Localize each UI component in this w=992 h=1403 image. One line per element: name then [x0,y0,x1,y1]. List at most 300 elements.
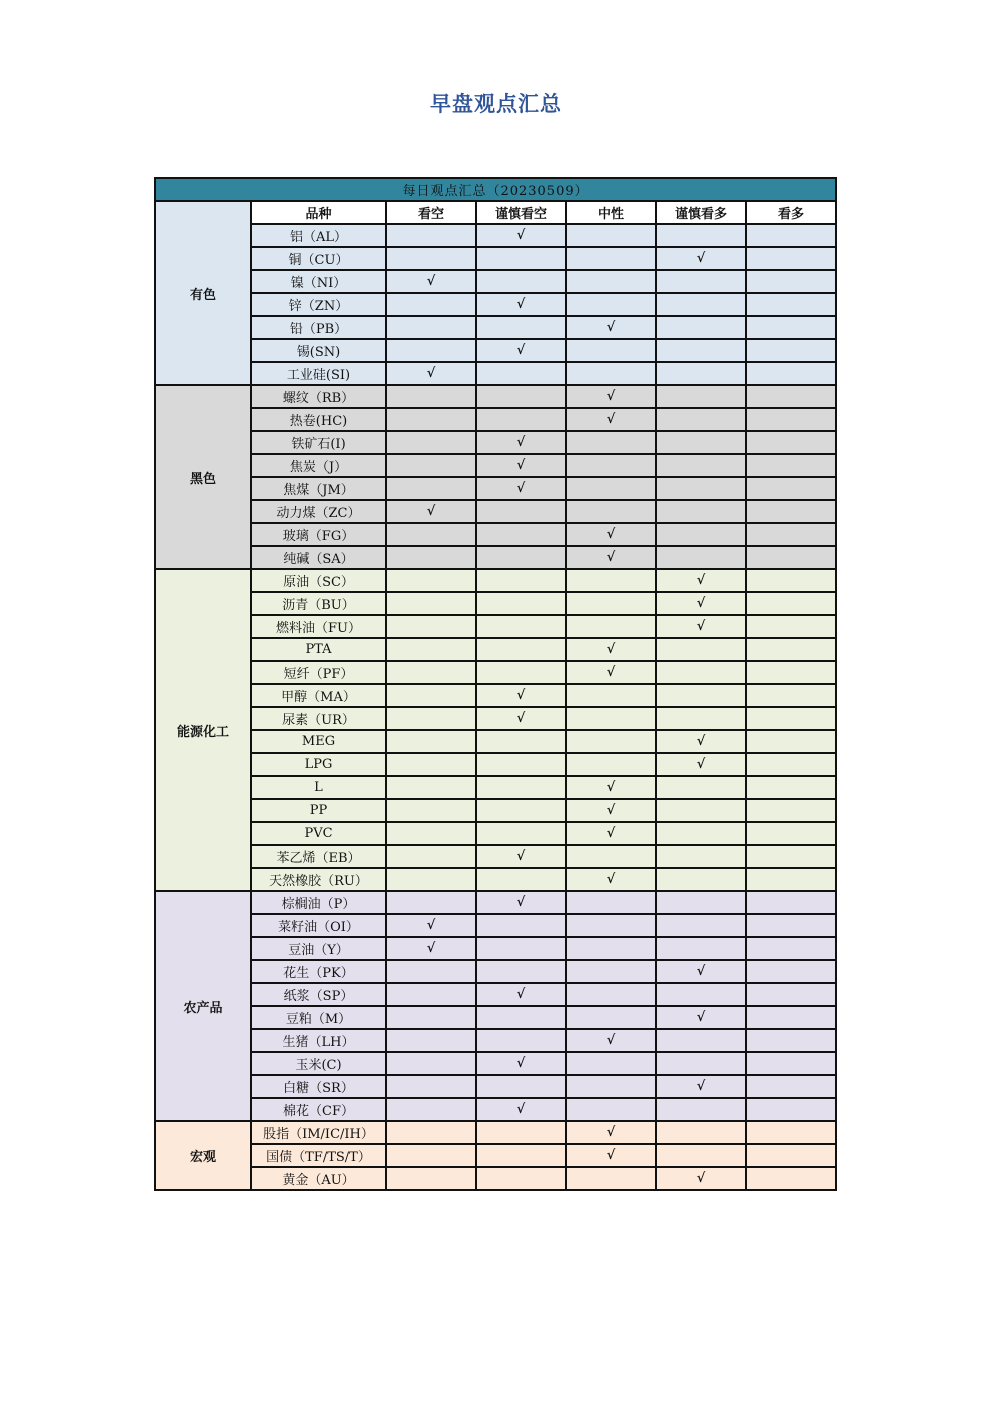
view-cell [746,661,836,684]
check-mark-cell: √ [566,661,656,684]
view-cell [566,914,656,937]
check-mark-cell: √ [656,247,746,270]
table-row [155,960,836,983]
table-row [155,1029,836,1052]
view-cell [386,1029,476,1052]
item-name: 国债（TF/TS/T） [251,1144,386,1167]
check-mark-cell: √ [566,316,656,339]
group-label-nenghua: 能源化工 [155,569,251,891]
table-row [155,385,836,408]
table-row [155,408,836,431]
view-cell [386,1075,476,1098]
view-cell [746,454,836,477]
view-cell [746,707,836,730]
table-row [155,707,836,730]
item-name: 天然橡胶（RU） [251,868,386,891]
check-mark-cell: √ [656,1075,746,1098]
view-cell [566,500,656,523]
table-row [155,845,836,868]
view-cell [566,270,656,293]
item-name: 镍（NI） [251,270,386,293]
view-cell [566,431,656,454]
view-cell [386,707,476,730]
view-cell [386,339,476,362]
view-cell [476,661,566,684]
item-name: 豆油（Y） [251,937,386,960]
check-mark-cell: √ [386,270,476,293]
item-name: 焦炭（J） [251,454,386,477]
check-mark-cell: √ [476,339,566,362]
item-name: MEG [251,730,386,753]
check-mark-cell: √ [476,431,566,454]
view-cell [476,638,566,661]
table-row [155,339,836,362]
banner-row [155,178,836,201]
view-cell [746,1029,836,1052]
item-name: 工业硅(SI) [251,362,386,385]
check-mark-cell: √ [566,385,656,408]
table-row [155,362,836,385]
view-cell [476,960,566,983]
view-cell [386,316,476,339]
column-header: 谨慎看多 [656,201,746,224]
view-cell [386,224,476,247]
column-header: 看多 [746,201,836,224]
view-cell [566,615,656,638]
view-cell [746,569,836,592]
table-row [155,454,836,477]
view-cell [746,1121,836,1144]
table-row [155,799,836,822]
table-row [155,868,836,891]
view-cell [566,707,656,730]
view-cell [566,592,656,615]
item-name: 铝（AL） [251,224,386,247]
view-cell [656,339,746,362]
view-cell [476,569,566,592]
item-name: LPG [251,753,386,776]
item-name: PVC [251,822,386,845]
view-cell [386,1006,476,1029]
view-cell [746,983,836,1006]
view-cell [386,1121,476,1144]
view-cell [656,822,746,845]
view-cell [746,638,836,661]
view-cell [566,477,656,500]
check-mark-cell: √ [656,615,746,638]
view-cell [386,753,476,776]
table-row [155,1121,836,1144]
item-name: 锡(SN) [251,339,386,362]
view-cell [656,983,746,1006]
view-cell [476,937,566,960]
view-cell [656,891,746,914]
view-cell [656,316,746,339]
view-cell [746,316,836,339]
view-cell [566,339,656,362]
view-cell [566,569,656,592]
view-cell [746,362,836,385]
view-cell [566,730,656,753]
view-cell [746,914,836,937]
item-name: 黄金（AU） [251,1167,386,1190]
view-cell [746,270,836,293]
table-row [155,316,836,339]
check-mark-cell: √ [386,937,476,960]
view-cell [746,1052,836,1075]
view-cell [746,247,836,270]
view-cell [746,293,836,316]
item-name: 玉米(C) [251,1052,386,1075]
view-cell [386,477,476,500]
item-name: 锌（ZN） [251,293,386,316]
view-cell [746,891,836,914]
column-header: 品种 [251,201,386,224]
view-cell [746,1167,836,1190]
check-mark-cell: √ [566,776,656,799]
check-mark-cell: √ [656,569,746,592]
check-mark-cell: √ [476,891,566,914]
view-cell [386,776,476,799]
item-name: 短纤（PF） [251,661,386,684]
view-cell [746,615,836,638]
table-row [155,500,836,523]
check-mark-cell: √ [476,1098,566,1121]
view-cell [566,293,656,316]
check-mark-cell: √ [566,408,656,431]
view-cell [476,385,566,408]
view-cell [746,1144,836,1167]
view-cell [656,937,746,960]
view-cell [386,431,476,454]
view-cell [656,1121,746,1144]
table-row [155,293,836,316]
item-name: 菜籽油（OI） [251,914,386,937]
table-row [155,914,836,937]
view-cell [746,960,836,983]
table-row [155,615,836,638]
view-cell [746,1075,836,1098]
table-row [155,776,836,799]
view-cell [386,960,476,983]
view-cell [476,799,566,822]
view-cell [476,914,566,937]
item-name: 棕榈油（P） [251,891,386,914]
view-cell [656,431,746,454]
column-header: 看空 [386,201,476,224]
view-cell [746,385,836,408]
view-cell [656,385,746,408]
view-cell [476,1167,566,1190]
view-cell [476,1121,566,1144]
view-cell [746,431,836,454]
view-cell [566,362,656,385]
table-row [155,638,836,661]
view-cell [746,822,836,845]
view-cell [386,523,476,546]
view-cell [476,1144,566,1167]
view-cell [566,937,656,960]
check-mark-cell: √ [566,1121,656,1144]
view-cell [386,454,476,477]
view-cell [566,224,656,247]
view-cell [656,362,746,385]
table-row [155,661,836,684]
view-cell [386,247,476,270]
table-row [155,730,836,753]
view-cell [656,454,746,477]
view-cell [386,569,476,592]
table-row [155,1167,836,1190]
table-row [155,523,836,546]
view-cell [656,776,746,799]
group-label-nong: 农产品 [155,891,251,1121]
view-cell [386,615,476,638]
table-row [155,1144,836,1167]
item-name: PP [251,799,386,822]
view-cell [746,753,836,776]
view-cell [386,293,476,316]
view-cell [656,293,746,316]
check-mark-cell: √ [386,362,476,385]
item-name: 玻璃（FG） [251,523,386,546]
view-cell [386,1167,476,1190]
item-name: 热卷(HC) [251,408,386,431]
view-cell [386,1052,476,1075]
view-cell [476,592,566,615]
view-cell [476,523,566,546]
view-cell [656,270,746,293]
item-name: 纯碱（SA） [251,546,386,569]
check-mark-cell: √ [386,914,476,937]
view-cell [656,868,746,891]
check-mark-cell: √ [566,822,656,845]
view-cell [386,799,476,822]
view-cell [656,500,746,523]
view-cell [566,247,656,270]
table-row [155,684,836,707]
view-cell [566,454,656,477]
view-cell [746,868,836,891]
check-mark-cell: √ [476,983,566,1006]
item-name: 花生（PK） [251,960,386,983]
item-name: 铁矿石(I) [251,431,386,454]
view-cell [476,730,566,753]
column-header: 中性 [566,201,656,224]
view-cell [386,822,476,845]
view-cell [656,408,746,431]
view-cell [476,362,566,385]
group-label-youse: 有色 [155,201,251,385]
view-cell [566,891,656,914]
group-label-hongguan: 宏观 [155,1121,251,1190]
view-cell [476,1029,566,1052]
view-cell [746,477,836,500]
view-cell [386,592,476,615]
view-cell [746,224,836,247]
view-cell [386,684,476,707]
view-cell [656,707,746,730]
view-cell [656,523,746,546]
table-row [155,891,836,914]
item-name: 铜（CU） [251,247,386,270]
view-cell [656,224,746,247]
table-row [155,431,836,454]
item-name: 棉花（CF） [251,1098,386,1121]
view-cell [746,1006,836,1029]
view-cell [656,1098,746,1121]
table-row [155,1075,836,1098]
check-mark-cell: √ [566,546,656,569]
view-cell [656,914,746,937]
check-mark-cell: √ [656,1167,746,1190]
view-cell [746,408,836,431]
check-mark-cell: √ [476,1052,566,1075]
check-mark-cell: √ [476,707,566,730]
view-cell [476,1006,566,1029]
view-cell [746,730,836,753]
view-cell [746,1098,836,1121]
view-cell [746,546,836,569]
view-cell [566,1052,656,1075]
view-cell [386,868,476,891]
item-name: 股指（IM/IC/IH） [251,1121,386,1144]
view-cell [386,845,476,868]
check-mark-cell: √ [386,500,476,523]
view-cell [476,546,566,569]
column-header: 谨慎看空 [476,201,566,224]
daily-view-summary-table [154,177,837,1191]
table-banner: 每日观点汇总（20230509） [155,178,836,201]
item-name: 苯乙烯（EB） [251,845,386,868]
view-cell [656,845,746,868]
view-cell [476,408,566,431]
item-name: 纸浆（SP） [251,983,386,1006]
check-mark-cell: √ [656,753,746,776]
header-row [155,201,836,224]
check-mark-cell: √ [566,799,656,822]
check-mark-cell: √ [476,684,566,707]
item-name: 生猪（LH） [251,1029,386,1052]
view-cell [746,845,836,868]
item-name: 原油（SC） [251,569,386,592]
view-cell [476,500,566,523]
check-mark-cell: √ [566,523,656,546]
table-row [155,1052,836,1075]
item-name: 沥青（BU） [251,592,386,615]
view-cell [386,385,476,408]
view-cell [386,408,476,431]
view-cell [566,753,656,776]
view-cell [476,270,566,293]
table-row [155,983,836,1006]
item-name: 白糖（SR） [251,1075,386,1098]
view-cell [656,546,746,569]
view-cell [476,776,566,799]
item-name: 豆粕（M） [251,1006,386,1029]
table-row [155,247,836,270]
view-cell [656,1029,746,1052]
table-row [155,1006,836,1029]
view-cell [746,937,836,960]
item-name: 燃料油（FU） [251,615,386,638]
check-mark-cell: √ [476,477,566,500]
view-cell [566,983,656,1006]
view-cell [566,1075,656,1098]
check-mark-cell: √ [476,454,566,477]
view-cell [476,868,566,891]
item-name: 铅（PB） [251,316,386,339]
view-cell [656,661,746,684]
view-cell [386,891,476,914]
view-cell [566,960,656,983]
item-name: 螺纹（RB） [251,385,386,408]
view-cell [746,799,836,822]
view-cell [566,684,656,707]
view-cell [566,845,656,868]
view-cell [566,1098,656,1121]
page-title: 早盘观点汇总 [430,92,562,116]
view-cell [746,592,836,615]
item-name: 焦煤（JM） [251,477,386,500]
view-cell [386,638,476,661]
view-cell [386,983,476,1006]
view-cell [566,1167,656,1190]
view-cell [656,1144,746,1167]
view-cell [746,500,836,523]
view-cell [386,546,476,569]
table-row [155,270,836,293]
view-cell [386,1144,476,1167]
table-row [155,569,836,592]
check-mark-cell: √ [476,845,566,868]
table-row [155,1098,836,1121]
view-cell [656,477,746,500]
check-mark-cell: √ [566,638,656,661]
view-cell [746,776,836,799]
table-row [155,592,836,615]
view-cell [476,1075,566,1098]
check-mark-cell: √ [566,868,656,891]
item-name: PTA [251,638,386,661]
view-cell [476,316,566,339]
table-row [155,937,836,960]
group-label-heise: 黑色 [155,385,251,569]
item-name: L [251,776,386,799]
view-cell [566,1006,656,1029]
check-mark-cell: √ [656,730,746,753]
view-cell [656,799,746,822]
check-mark-cell: √ [656,592,746,615]
view-cell [746,523,836,546]
view-cell [476,822,566,845]
item-name: 尿素（UR） [251,707,386,730]
view-cell [476,247,566,270]
view-cell [476,753,566,776]
item-name: 动力煤（ZC） [251,500,386,523]
check-mark-cell: √ [656,1006,746,1029]
view-cell [746,339,836,362]
check-mark-cell: √ [566,1029,656,1052]
table-row [155,546,836,569]
view-cell [746,684,836,707]
check-mark-cell: √ [476,293,566,316]
view-cell [386,661,476,684]
table-row [155,224,836,247]
check-mark-cell: √ [476,224,566,247]
view-cell [656,684,746,707]
table-row [155,753,836,776]
